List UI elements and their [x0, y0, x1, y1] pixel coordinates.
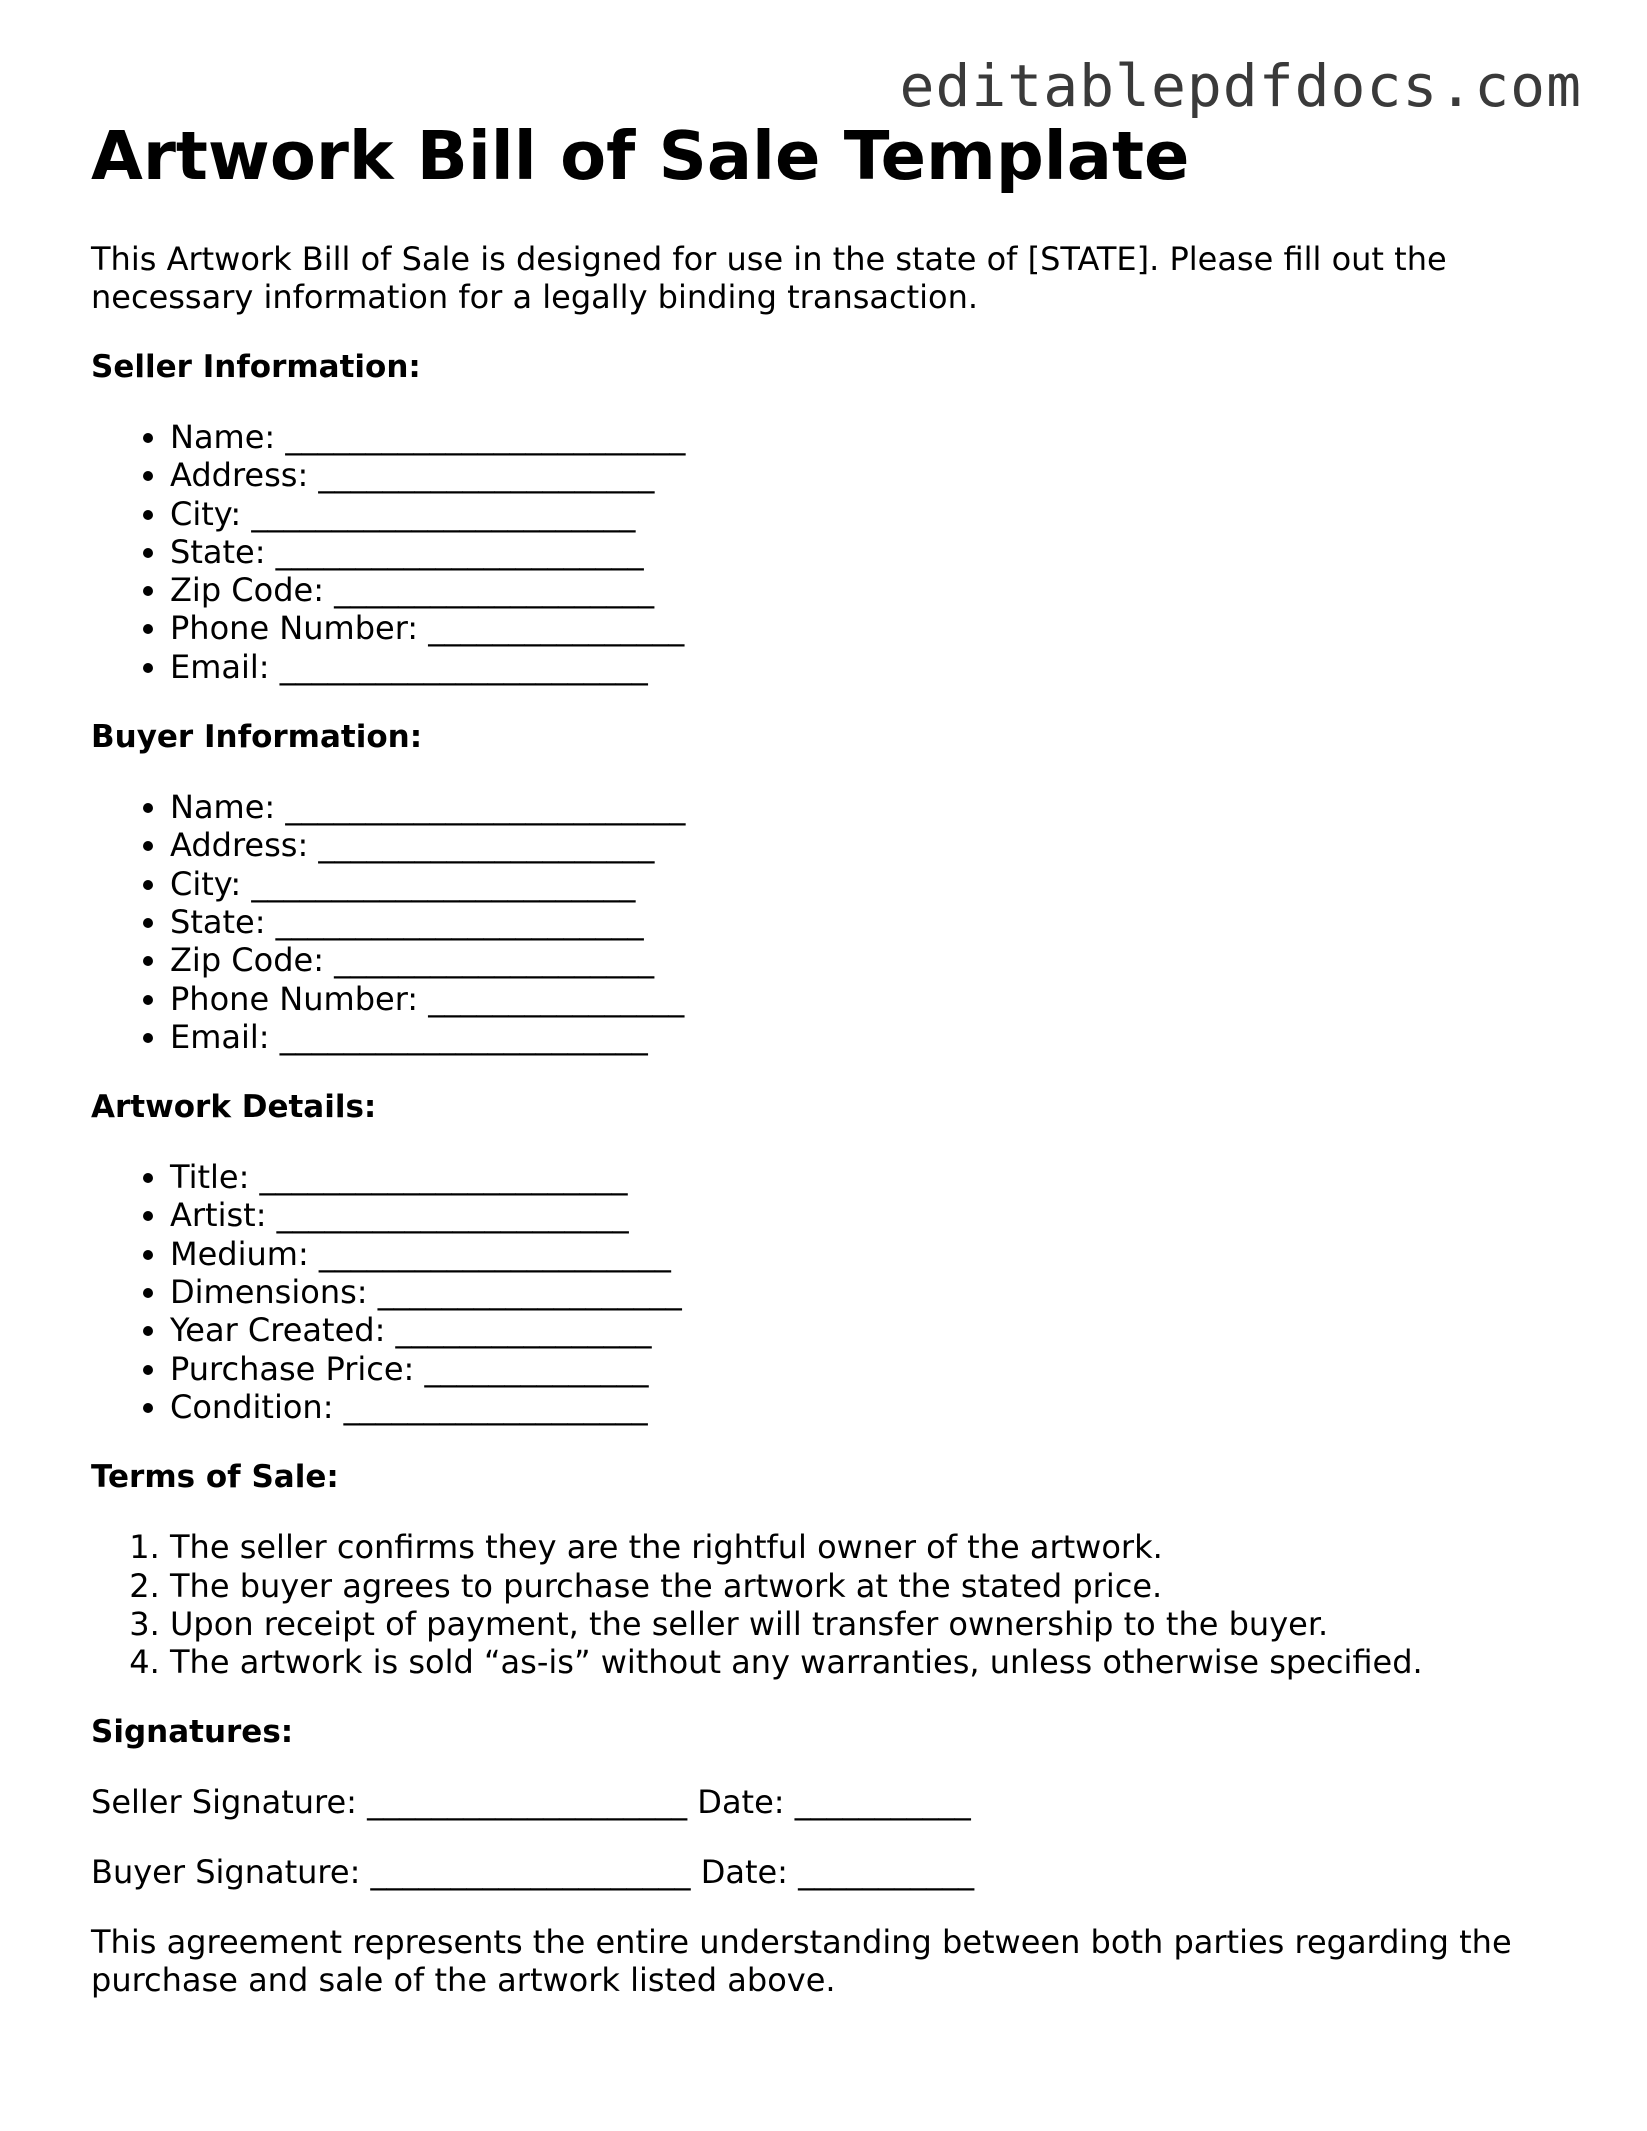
- artwork-field-list: [91, 1158, 1571, 1426]
- seller-zip-field: • Zip Code: ____________________: [170, 571, 1571, 609]
- closing-paragraph: This agreement represents the entire understanding between both parties regarding the purchase and sale of the artwork listed above.: [91, 1923, 1512, 2000]
- document-body: [91, 116, 1571, 2031]
- terms-heading: Terms of Sale:: [91, 1459, 339, 1496]
- signatures-heading: Signatures:: [91, 1714, 294, 1751]
- artwork-medium-field: • Medium: ______________________: [170, 1235, 1571, 1273]
- terms-list: [91, 1528, 1571, 1681]
- artwork-artist-field: • Artist: ______________________: [170, 1196, 1571, 1234]
- seller-phone-field: • Phone Number: ________________: [170, 609, 1571, 647]
- buyer-email-field: • Email: _______________________: [170, 1018, 1571, 1056]
- artwork-condition-field: • Condition: ___________________: [170, 1388, 1571, 1426]
- buyer-name-field: • Name: _________________________: [170, 788, 1571, 826]
- buyer-address-field: • Address: _____________________: [170, 826, 1571, 864]
- watermark: editablepdfdocs.com: [899, 52, 1582, 120]
- seller-address-field: • Address: _____________________: [170, 456, 1571, 494]
- page-title: Artwork Bill of Sale Template: [91, 117, 1190, 195]
- buyer-city-field: • City: ________________________: [170, 865, 1571, 903]
- terms-item: 1. The seller confirms they are the rightful owner of the artwork.: [170, 1528, 1571, 1566]
- artwork-dimensions-field: • Dimensions: ___________________: [170, 1273, 1571, 1311]
- buyer-field-list: [91, 788, 1571, 1056]
- seller-field-list: [91, 418, 1571, 686]
- seller-name-field: • Name: _________________________: [170, 418, 1571, 456]
- terms-item: 2. The buyer agrees to purchase the artwork at the stated price.: [170, 1567, 1571, 1605]
- seller-state-field: • State: _______________________: [170, 533, 1571, 571]
- buyer-heading: Buyer Information:: [91, 719, 423, 756]
- artwork-title-field: • Title: _______________________: [170, 1158, 1571, 1196]
- seller-heading: Seller Information:: [91, 349, 421, 385]
- intro-paragraph: This Artwork Bill of Sale is designed for use in the state of [STATE]. Please fill out the necessary information for a legally binding transaction.: [91, 240, 1447, 316]
- artwork-heading: Artwork Details:: [91, 1089, 377, 1126]
- seller-city-field: • City: ________________________: [170, 495, 1571, 533]
- artwork-year-field: • Year Created: ________________: [170, 1311, 1571, 1349]
- terms-item: 4. The artwork is sold “as-is” without any warranties, unless otherwise specified.: [170, 1643, 1571, 1681]
- buyer-state-field: • State: _______________________: [170, 903, 1571, 941]
- seller-email-field: • Email: _______________________: [170, 648, 1571, 686]
- artwork-price-field: • Purchase Price: ______________: [170, 1350, 1571, 1388]
- buyer-signature-line: Buyer Signature: ____________________ Date: ___________: [91, 1853, 975, 1892]
- buyer-phone-field: • Phone Number: ________________: [170, 980, 1571, 1018]
- terms-item: 3. Upon receipt of payment, the seller will transfer ownership to the buyer.: [170, 1605, 1571, 1643]
- seller-signature-line: Seller Signature: ____________________ Date: ___________: [91, 1783, 971, 1822]
- buyer-zip-field: • Zip Code: ____________________: [170, 941, 1571, 979]
